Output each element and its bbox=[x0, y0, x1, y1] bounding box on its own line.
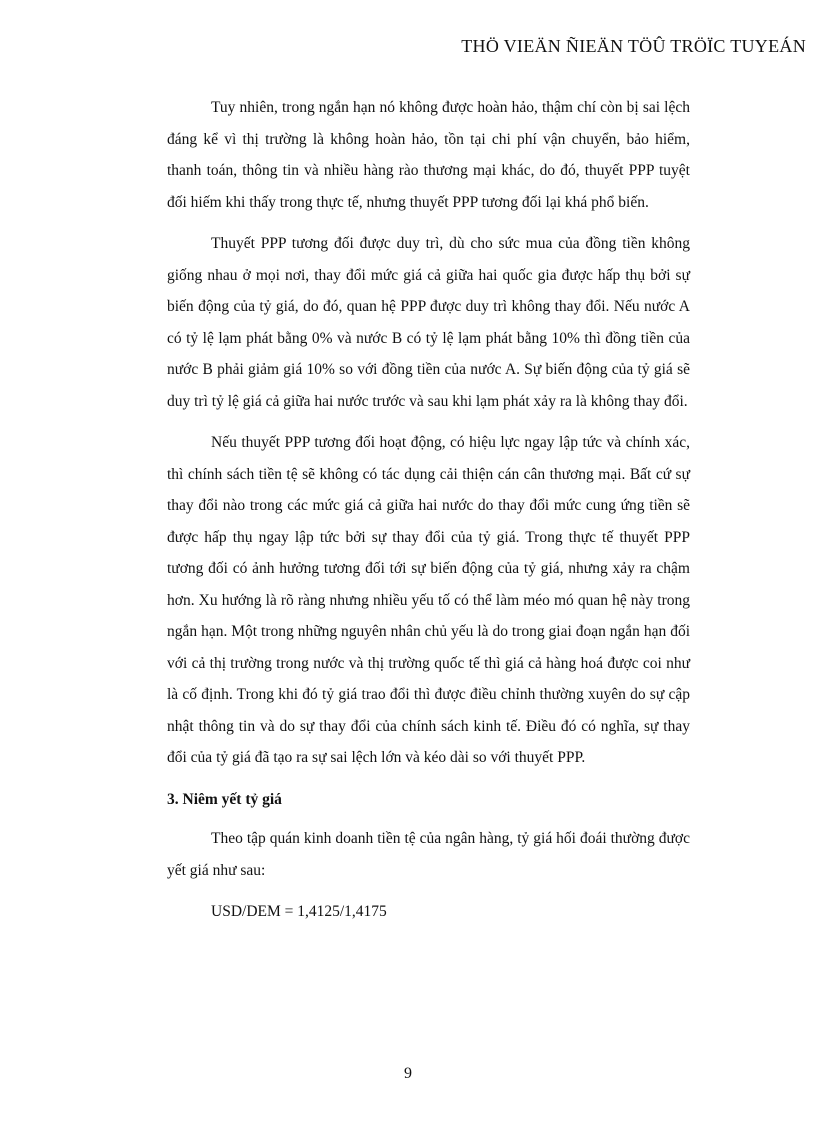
document-body bbox=[167, 92, 690, 928]
section-heading: 3. Niêm yết tỷ giá bbox=[167, 790, 282, 808]
page-number: 9 bbox=[404, 1065, 412, 1082]
paragraph-exchange-quote: Theo tập quán kinh doanh tiền tệ của ngân hàng, tỷ giá hối đoái thường được yết giá như sau: bbox=[167, 830, 690, 879]
paragraph-ppp-short-term: Tuy nhiên, trong ngắn hạn nó không được hoàn hảo, thậm chí còn bị sai lệch đáng kể vì thị trường là không hoàn hảo, tồn tại chi phí vận chuyển, bảo hiểm, thanh toán, thông tin và nhiều hàng rào thương mại khác, do đó, thuyết PPP tuyệt đối hiếm khi thấy trong thực tế, nhưng thuyết PPP tương đối lại khá phổ biến. bbox=[167, 99, 690, 211]
paragraph-monetary-policy: Nếu thuyết PPP tương đối hoạt động, có hiệu lực ngay lập tức và chính xác, thì chính sách tiền tệ sẽ không có tác dụng cải thiện cán cân thương mại. Bất cứ sự thay đổi nào trong các mức giá cả giữa hai nước do thay đổi mức cung ứng tiền sẽ được hấp thụ ngay lập tức bởi sự thay đổi của tỷ giá. Trong thực tế thuyết PPP tương đối có ảnh hưởng tương đối tới sự biến động của tỷ giá, nhưng xảy ra chậm hơn. Xu hướng là rõ ràng nhưng nhiều yếu tố có thể làm méo mó quan hệ này trong ngắn hạn. Một trong những nguyên nhân chủ yếu là do trong giai đoạn ngắn hạn đối với cả thị trường trong nước và thị trường quốc tế thì giá cả hàng hoá được coi như là cố định. Trong khi đó tỷ giá trao đổi thì được điều chỉnh thường xuyên do sự cập nhật thông tin và do sự thay đổi của chính sách kinh tế. Điều đó có nghĩa, sự thay đổi của tỷ giá đã tạo ra sự sai lệch lớn và kéo dài so với thuyết PPP. bbox=[167, 434, 690, 766]
paragraph-relative-ppp: Thuyết PPP tương đối được duy trì, dù cho sức mua của đồng tiền không giống nhau ở mọi nơi, thay đổi mức giá cả giữa hai quốc gia được hấp thụ bởi sự biến động của tỷ giá, do đó, quan hệ PPP được duy trì không thay đổi. Nếu nước A có tỷ lệ lạm phát bằng 0% và nước B có tỷ lệ lạm phát bằng 10% thì đồng tiền của nước B phải giảm giá 10% so với đồng tiền của nước A. Sự biến động của tỷ giá sẽ duy trì tỷ lệ giá cả giữa hai nước trước và sau khi lạm phát xảy ra là không thay đổi. bbox=[167, 235, 690, 410]
page-header: THÖ VIEÄN ÑIEÄN TÖÛ TRÖÏC TUYEÁN bbox=[461, 36, 806, 56]
exchange-rate-formula: USD/DEM = 1,4125/1,4175 bbox=[211, 903, 387, 920]
